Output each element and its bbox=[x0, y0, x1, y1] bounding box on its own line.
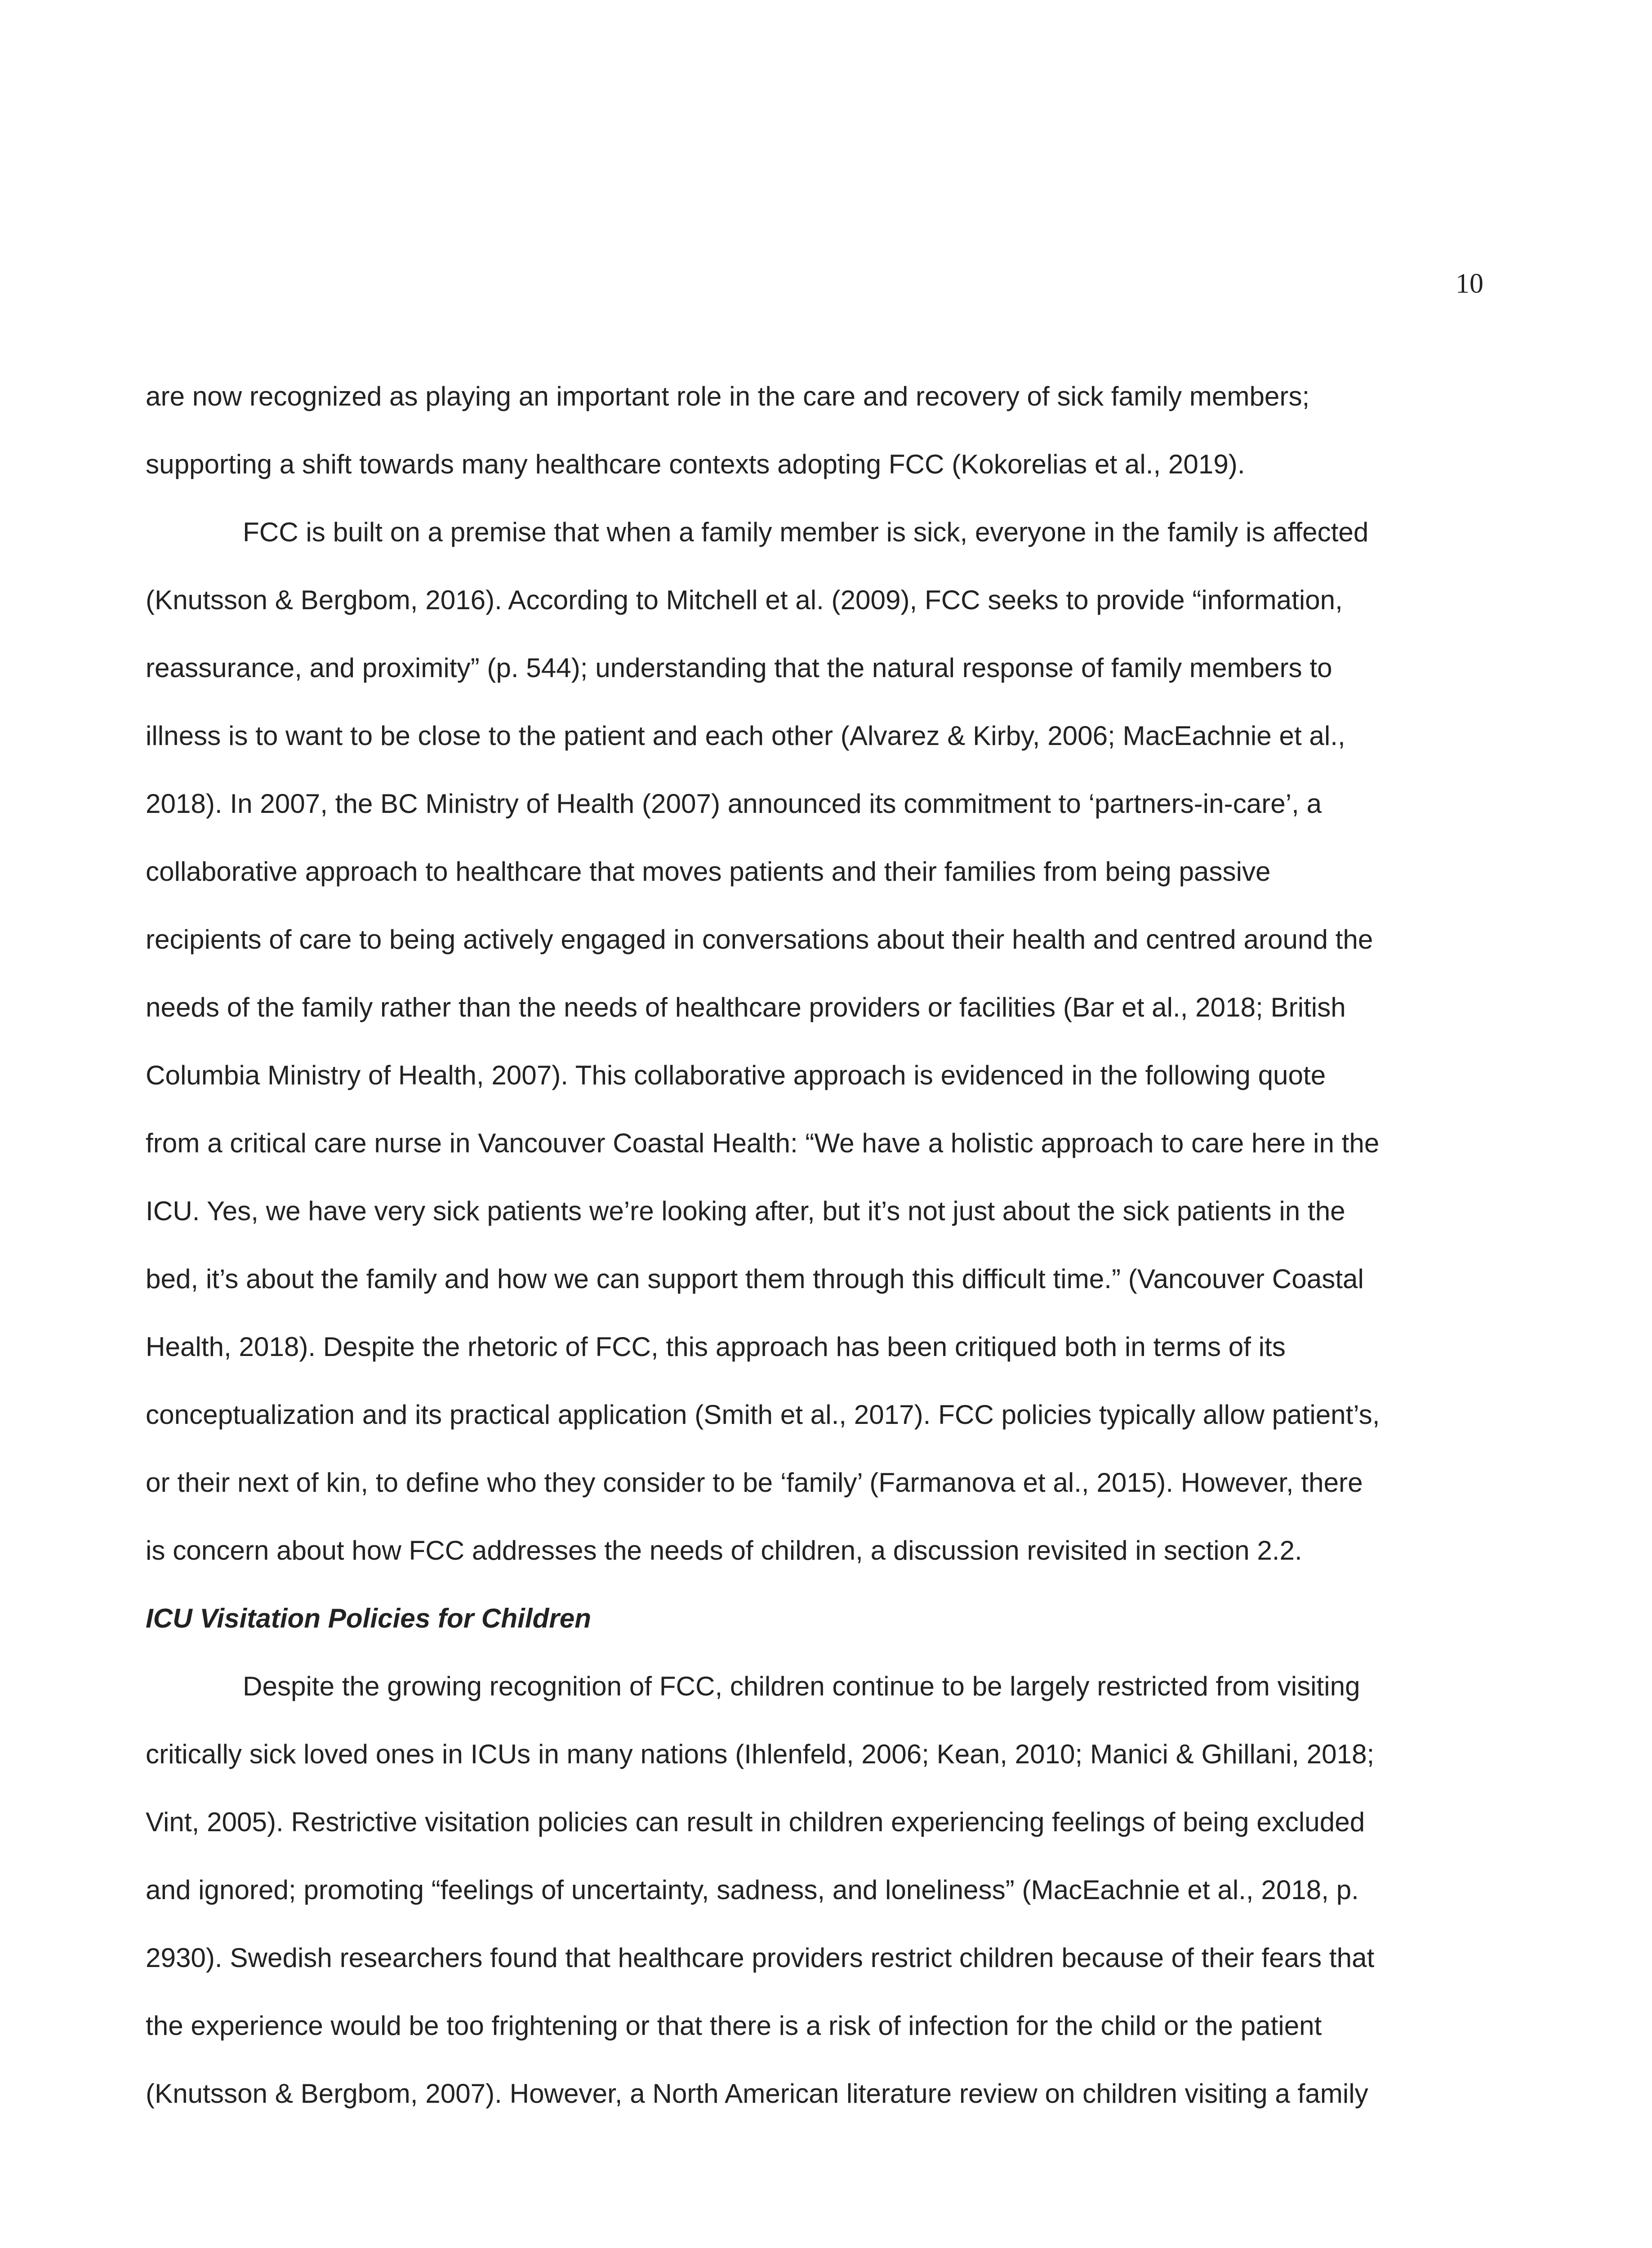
page-number: 10 bbox=[1456, 268, 1483, 299]
text-line: 2930). Swedish researchers found that healthcare providers restrict children because of their fears that bbox=[146, 1943, 1375, 1973]
text-line: is concern about how FCC addresses the needs of children, a discussion revisited in section 2.2. bbox=[146, 1535, 1302, 1566]
text-line: Columbia Ministry of Health, 2007). This collaborative approach is evidenced in the following quote bbox=[146, 1060, 1326, 1090]
text-line: or their next of kin, to define who they consider to be ‘family’ (Farmanova et al., 2015). However, there bbox=[146, 1467, 1363, 1498]
text-line: bed, it’s about the family and how we can support them through this difficult time.” (Vancouver Coastal bbox=[146, 1264, 1364, 1294]
text-line: (Knutsson & Bergbom, 2016). According to Mitchell et al. (2009), FCC seeks to provide “information, bbox=[146, 585, 1343, 615]
text-line: (Knutsson & Bergbom, 2007). However, a North American literature review on children visiting a family bbox=[146, 2079, 1368, 2109]
section-heading: ICU Visitation Policies for Children bbox=[146, 1603, 592, 1633]
text-line: are now recognized as playing an important role in the care and recovery of sick family members; bbox=[146, 381, 1310, 411]
paragraph-first-line: Despite the growing recognition of FCC, children continue to be largely restricted from visiting bbox=[243, 1671, 1360, 1701]
text-line: recipients of care to being actively engaged in conversations about their health and centred around the bbox=[146, 924, 1373, 955]
text-line: the experience would be too frightening or that there is a risk of infection for the child or the patient bbox=[146, 2011, 1322, 2041]
paragraph-first-line: FCC is built on a premise that when a family member is sick, everyone in the family is affected bbox=[243, 517, 1369, 547]
text-line: needs of the family rather than the needs of healthcare providers or facilities (Bar et al., 2018; British bbox=[146, 992, 1346, 1022]
text-line: from a critical care nurse in Vancouver Coastal Health: “We have a holistic approach to care here in the bbox=[146, 1128, 1380, 1158]
text-line: supporting a shift towards many healthcare contexts adopting FCC (Kokorelias et al., 2019). bbox=[146, 449, 1245, 479]
text-line: 2018). In 2007, the BC Ministry of Health (2007) announced its commitment to ‘partners-in-care’, a bbox=[146, 789, 1322, 819]
text-line: Vint, 2005). Restrictive visitation policies can result in children experiencing feelings of being excluded bbox=[146, 1807, 1365, 1837]
text-line: collaborative approach to healthcare that moves patients and their families from being passive bbox=[146, 856, 1271, 887]
text-line: illness is to want to be close to the patient and each other (Alvarez & Kirby, 2006; MacEachnie et al., bbox=[146, 721, 1345, 751]
text-line: reassurance, and proximity” (p. 544); understanding that the natural response of family members to bbox=[146, 653, 1332, 683]
text-line: and ignored; promoting “feelings of uncertainty, sadness, and loneliness” (MacEachnie et al., 2018, p. bbox=[146, 1875, 1359, 1905]
text-line: ICU. Yes, we have very sick patients we’re looking after, but it’s not just about the sick patients in the bbox=[146, 1196, 1345, 1226]
body-text bbox=[146, 362, 1501, 2128]
text-line: critically sick loved ones in ICUs in many nations (Ihlenfeld, 2006; Kean, 2010; Manici & Ghillani, 2018; bbox=[146, 1739, 1375, 1769]
text-line: Health, 2018). Despite the rhetoric of FCC, this approach has been critiqued both in terms of its bbox=[146, 1332, 1286, 1362]
text-line: conceptualization and its practical application (Smith et al., 2017). FCC policies typically allow patient’s, bbox=[146, 1400, 1380, 1430]
